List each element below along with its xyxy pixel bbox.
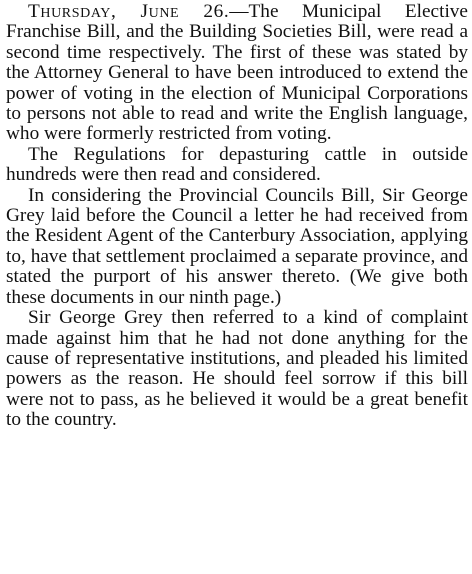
article-paragraph-4: Sir George Grey then referred to a kind of complaint made against him that he had not done anything for the cause of representative institutions, and pleaded his limited powers as the reason. He should feel sorrow if this bill were not to pass, as he believed it would be a great benefit to the country. <box>6 307 468 431</box>
dateline: Thursday, June 26. <box>28 1 230 22</box>
article-paragraph-3: In considering the Provincial Councils Bill, Sir George Grey laid before the Council a letter he had received from the Resident Agent of the Canterbury Association, applying to, have that settlement proclaimed a separate province, and stated the purport of his answer thereto. (We give both these documents in our ninth page.) <box>6 184 468 308</box>
paragraph-1-text: —The Municipal Elective Franchise Bill, and the Building Societies Bill, were read a second time respectively. The first of these was stated by the Attorney General to have been introduced to extend the power of voting in the election of Municipal Corporations to persons not able to read and write the English language, who were formerly restricted from voting. <box>6 1 468 145</box>
article-paragraph-2: The Regulations for depasturing cattle in outside hundreds were then read and considered. <box>6 143 468 186</box>
article-paragraph-1 <box>6 2 468 145</box>
newspaper-article <box>6 2 468 431</box>
